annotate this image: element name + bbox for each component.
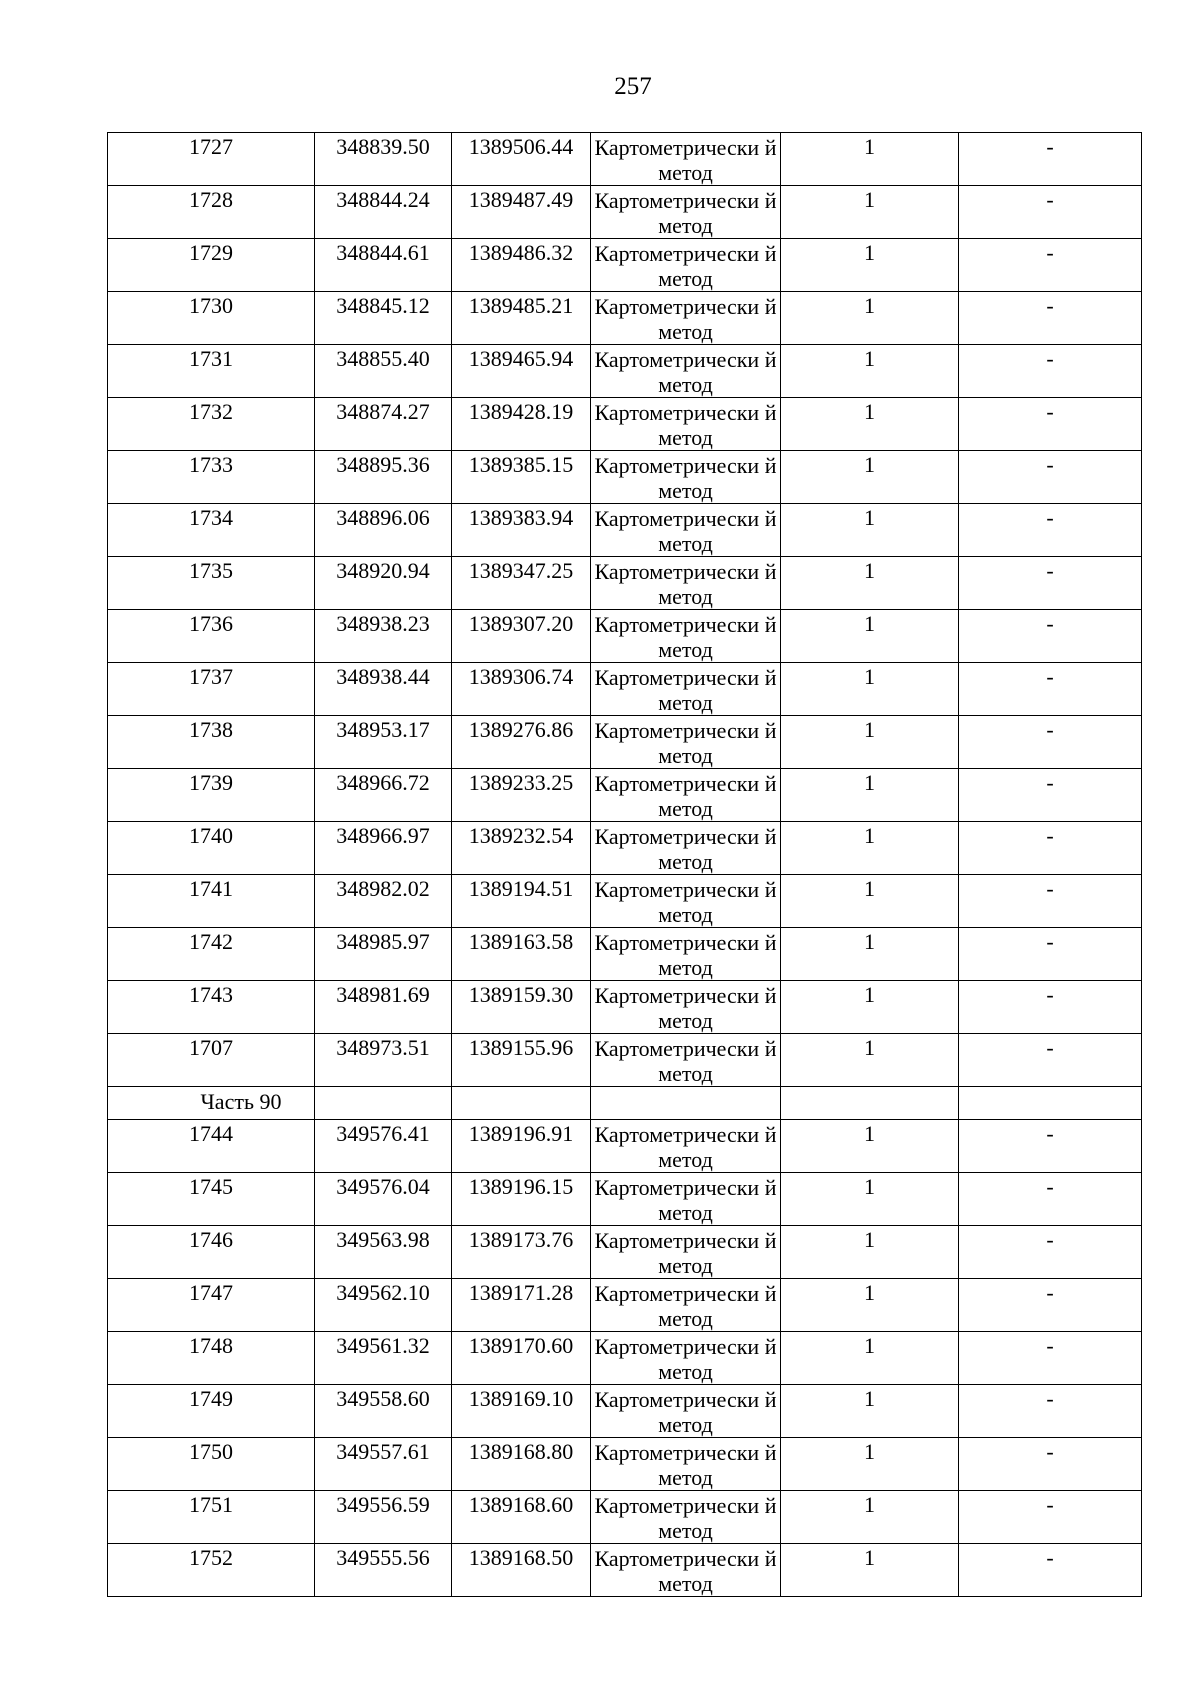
method-cell <box>591 1385 781 1438</box>
point-number-cell: 1743 <box>108 981 315 1034</box>
precision-cell: 1 <box>781 557 959 610</box>
description-cell: - <box>959 1120 1142 1173</box>
method-text: Картометрически й метод <box>594 559 777 609</box>
method-text: Картометрически й метод <box>594 506 777 556</box>
y-coordinate-cell: 1389486.32 <box>452 239 591 292</box>
method-text: Картометрически й метод <box>594 1546 777 1596</box>
x-coordinate-cell: 348938.23 <box>315 610 452 663</box>
description-cell: - <box>959 610 1142 663</box>
method-text: Картометрически й метод <box>594 1175 777 1225</box>
coordinates-table-body <box>108 133 1142 1597</box>
table-row <box>108 504 1142 557</box>
table-row <box>108 716 1142 769</box>
precision-cell: 1 <box>781 1385 959 1438</box>
y-coordinate-cell: 1389465.94 <box>452 345 591 398</box>
precision-cell: 1 <box>781 875 959 928</box>
description-cell: - <box>959 928 1142 981</box>
description-cell: - <box>959 716 1142 769</box>
table-row <box>108 610 1142 663</box>
point-number-cell: 1740 <box>108 822 315 875</box>
point-number-cell: 1747 <box>108 1279 315 1332</box>
x-coordinate-cell: 349576.04 <box>315 1173 452 1226</box>
method-text: Картометрически й метод <box>594 612 777 662</box>
x-coordinate-cell: 348982.02 <box>315 875 452 928</box>
x-coordinate-cell: 348920.94 <box>315 557 452 610</box>
point-number-cell: 1750 <box>108 1438 315 1491</box>
point-number-cell: 1748 <box>108 1332 315 1385</box>
method-text: Картометрически й метод <box>594 347 777 397</box>
point-number-cell: 1734 <box>108 504 315 557</box>
table-row <box>108 1226 1142 1279</box>
precision-cell: 1 <box>781 610 959 663</box>
method-cell <box>591 1491 781 1544</box>
table-row <box>108 345 1142 398</box>
description-cell: - <box>959 1034 1142 1087</box>
y-coordinate-cell: 1389276.86 <box>452 716 591 769</box>
y-coordinate-cell: 1389169.10 <box>452 1385 591 1438</box>
y-coordinate-cell: 1389155.96 <box>452 1034 591 1087</box>
x-coordinate-cell: 348855.40 <box>315 345 452 398</box>
x-coordinate-cell: 348973.51 <box>315 1034 452 1087</box>
y-coordinate-cell: 1389428.19 <box>452 398 591 451</box>
x-coordinate-cell: 349557.61 <box>315 1438 452 1491</box>
point-number-cell: 1738 <box>108 716 315 769</box>
table-row <box>108 133 1142 186</box>
method-text: Картометрически й метод <box>594 1493 777 1543</box>
x-coordinate-cell: 349561.32 <box>315 1332 452 1385</box>
precision-cell: 1 <box>781 1491 959 1544</box>
precision-cell: 1 <box>781 716 959 769</box>
description-cell: - <box>959 292 1142 345</box>
method-cell <box>591 716 781 769</box>
table-row <box>108 1034 1142 1087</box>
description-cell: - <box>959 822 1142 875</box>
point-number-cell: 1739 <box>108 769 315 822</box>
precision-cell: 1 <box>781 1120 959 1173</box>
y-coordinate-cell: 1389196.91 <box>452 1120 591 1173</box>
method-cell <box>591 928 781 981</box>
description-cell: - <box>959 875 1142 928</box>
method-text: Картометрически й метод <box>594 771 777 821</box>
method-cell <box>591 769 781 822</box>
table-row <box>108 1491 1142 1544</box>
x-coordinate-cell: 348896.06 <box>315 504 452 557</box>
method-text: Картометрически й метод <box>594 1036 777 1086</box>
method-cell <box>591 1544 781 1597</box>
x-coordinate-cell: 349562.10 <box>315 1279 452 1332</box>
method-text: Картометрически й метод <box>594 1334 777 1384</box>
method-cell <box>591 1173 781 1226</box>
method-cell <box>591 663 781 716</box>
y-coordinate-cell: 1389163.58 <box>452 928 591 981</box>
x-coordinate-cell: 348844.61 <box>315 239 452 292</box>
point-number-cell: 1729 <box>108 239 315 292</box>
point-number-cell: 1744 <box>108 1120 315 1173</box>
point-number-cell: 1751 <box>108 1491 315 1544</box>
method-cell <box>591 822 781 875</box>
description-cell: - <box>959 663 1142 716</box>
coordinates-table <box>107 132 1142 1597</box>
precision-cell: 1 <box>781 186 959 239</box>
y-coordinate-cell: 1389347.25 <box>452 557 591 610</box>
method-text: Картометрически й метод <box>594 1281 777 1331</box>
point-number-cell: 1741 <box>108 875 315 928</box>
method-cell <box>591 557 781 610</box>
x-coordinate-cell: 349563.98 <box>315 1226 452 1279</box>
section-label: Часть 90 <box>108 1087 315 1120</box>
x-coordinate-cell: 348953.17 <box>315 716 452 769</box>
y-coordinate-cell: 1389307.20 <box>452 610 591 663</box>
empty-cell <box>781 1087 959 1120</box>
point-number-cell: 1749 <box>108 1385 315 1438</box>
method-text: Картометрически й метод <box>594 294 777 344</box>
x-coordinate-cell: 349576.41 <box>315 1120 452 1173</box>
table-row <box>108 186 1142 239</box>
precision-cell: 1 <box>781 1226 959 1279</box>
method-cell <box>591 610 781 663</box>
table-row <box>108 981 1142 1034</box>
point-number-cell: 1736 <box>108 610 315 663</box>
precision-cell: 1 <box>781 504 959 557</box>
table-row <box>108 1173 1142 1226</box>
x-coordinate-cell: 348966.97 <box>315 822 452 875</box>
method-cell <box>591 292 781 345</box>
y-coordinate-cell: 1389306.74 <box>452 663 591 716</box>
method-cell <box>591 1332 781 1385</box>
point-number-cell: 1742 <box>108 928 315 981</box>
y-coordinate-cell: 1389232.54 <box>452 822 591 875</box>
point-number-cell: 1737 <box>108 663 315 716</box>
table-row <box>108 557 1142 610</box>
method-cell <box>591 186 781 239</box>
method-text: Картометрически й метод <box>594 1440 777 1490</box>
point-number-cell: 1752 <box>108 1544 315 1597</box>
y-coordinate-cell: 1389485.21 <box>452 292 591 345</box>
description-cell: - <box>959 1385 1142 1438</box>
y-coordinate-cell: 1389383.94 <box>452 504 591 557</box>
x-coordinate-cell: 348839.50 <box>315 133 452 186</box>
precision-cell: 1 <box>781 292 959 345</box>
method-cell <box>591 1438 781 1491</box>
table-row <box>108 398 1142 451</box>
method-cell <box>591 451 781 504</box>
precision-cell: 1 <box>781 1544 959 1597</box>
table-row <box>108 451 1142 504</box>
point-number-cell: 1727 <box>108 133 315 186</box>
table-row <box>108 1120 1142 1173</box>
precision-cell: 1 <box>781 1332 959 1385</box>
method-cell <box>591 981 781 1034</box>
method-text: Картометрически й метод <box>594 1387 777 1437</box>
x-coordinate-cell: 349558.60 <box>315 1385 452 1438</box>
description-cell: - <box>959 451 1142 504</box>
x-coordinate-cell: 348938.44 <box>315 663 452 716</box>
method-text: Картометрически й метод <box>594 241 777 291</box>
point-number-cell: 1746 <box>108 1226 315 1279</box>
method-cell <box>591 345 781 398</box>
point-number-cell: 1730 <box>108 292 315 345</box>
description-cell: - <box>959 345 1142 398</box>
precision-cell: 1 <box>781 822 959 875</box>
description-cell: - <box>959 1226 1142 1279</box>
y-coordinate-cell: 1389487.49 <box>452 186 591 239</box>
precision-cell: 1 <box>781 981 959 1034</box>
method-text: Картометрически й метод <box>594 824 777 874</box>
description-cell: - <box>959 1279 1142 1332</box>
description-cell: - <box>959 557 1142 610</box>
point-number-cell: 1728 <box>108 186 315 239</box>
description-cell: - <box>959 1491 1142 1544</box>
table-row <box>108 928 1142 981</box>
x-coordinate-cell: 348966.72 <box>315 769 452 822</box>
description-cell: - <box>959 504 1142 557</box>
method-text: Картометрически й метод <box>594 1122 777 1172</box>
table-row <box>108 769 1142 822</box>
table-row <box>108 1279 1142 1332</box>
description-cell: - <box>959 186 1142 239</box>
table-row <box>108 663 1142 716</box>
y-coordinate-cell: 1389159.30 <box>452 981 591 1034</box>
precision-cell: 1 <box>781 769 959 822</box>
empty-cell <box>959 1087 1142 1120</box>
description-cell: - <box>959 239 1142 292</box>
description-cell: - <box>959 1173 1142 1226</box>
x-coordinate-cell: 348874.27 <box>315 398 452 451</box>
point-number-cell: 1733 <box>108 451 315 504</box>
y-coordinate-cell: 1389233.25 <box>452 769 591 822</box>
point-number-cell: 1745 <box>108 1173 315 1226</box>
table-row <box>108 822 1142 875</box>
method-text: Картометрически й метод <box>594 665 777 715</box>
description-cell: - <box>959 1332 1142 1385</box>
table-row <box>108 1385 1142 1438</box>
method-text: Картометрически й метод <box>594 930 777 980</box>
description-cell: - <box>959 981 1142 1034</box>
method-text: Картометрически й метод <box>594 135 777 185</box>
point-number-cell: 1735 <box>108 557 315 610</box>
method-text: Картометрически й метод <box>594 188 777 238</box>
y-coordinate-cell: 1389173.76 <box>452 1226 591 1279</box>
x-coordinate-cell: 349556.59 <box>315 1491 452 1544</box>
method-cell <box>591 398 781 451</box>
method-cell <box>591 1120 781 1173</box>
description-cell: - <box>959 133 1142 186</box>
description-cell: - <box>959 398 1142 451</box>
y-coordinate-cell: 1389506.44 <box>452 133 591 186</box>
y-coordinate-cell: 1389170.60 <box>452 1332 591 1385</box>
method-cell <box>591 1034 781 1087</box>
description-cell: - <box>959 769 1142 822</box>
y-coordinate-cell: 1389168.80 <box>452 1438 591 1491</box>
method-cell <box>591 133 781 186</box>
point-number-cell: 1732 <box>108 398 315 451</box>
x-coordinate-cell: 348985.97 <box>315 928 452 981</box>
method-text: Картометрически й метод <box>594 453 777 503</box>
precision-cell: 1 <box>781 1438 959 1491</box>
point-number-cell: 1731 <box>108 345 315 398</box>
precision-cell: 1 <box>781 398 959 451</box>
y-coordinate-cell: 1389168.50 <box>452 1544 591 1597</box>
method-cell <box>591 1226 781 1279</box>
method-cell <box>591 1279 781 1332</box>
section-row <box>108 1087 1142 1120</box>
x-coordinate-cell: 348844.24 <box>315 186 452 239</box>
point-number-cell: 1707 <box>108 1034 315 1087</box>
table-row <box>108 1438 1142 1491</box>
x-coordinate-cell: 349555.56 <box>315 1544 452 1597</box>
precision-cell: 1 <box>781 663 959 716</box>
method-cell <box>591 875 781 928</box>
precision-cell: 1 <box>781 133 959 186</box>
empty-cell <box>315 1087 452 1120</box>
method-cell <box>591 239 781 292</box>
table-row <box>108 1332 1142 1385</box>
method-text: Картометрически й метод <box>594 718 777 768</box>
description-cell: - <box>959 1438 1142 1491</box>
precision-cell: 1 <box>781 239 959 292</box>
table-row <box>108 875 1142 928</box>
precision-cell: 1 <box>781 928 959 981</box>
y-coordinate-cell: 1389171.28 <box>452 1279 591 1332</box>
x-coordinate-cell: 348981.69 <box>315 981 452 1034</box>
method-text: Картометрически й метод <box>594 877 777 927</box>
table-row <box>108 239 1142 292</box>
page-number: 257 <box>614 73 652 100</box>
y-coordinate-cell: 1389385.15 <box>452 451 591 504</box>
y-coordinate-cell: 1389194.51 <box>452 875 591 928</box>
table-row <box>108 292 1142 345</box>
method-text: Картометрически й метод <box>594 983 777 1033</box>
table-row <box>108 1544 1142 1597</box>
empty-cell <box>452 1087 591 1120</box>
x-coordinate-cell: 348895.36 <box>315 451 452 504</box>
method-text: Картометрически й метод <box>594 1228 777 1278</box>
precision-cell: 1 <box>781 1279 959 1332</box>
x-coordinate-cell: 348845.12 <box>315 292 452 345</box>
precision-cell: 1 <box>781 1034 959 1087</box>
description-cell: - <box>959 1544 1142 1597</box>
precision-cell: 1 <box>781 451 959 504</box>
method-cell <box>591 504 781 557</box>
empty-cell <box>591 1087 781 1120</box>
y-coordinate-cell: 1389168.60 <box>452 1491 591 1544</box>
precision-cell: 1 <box>781 345 959 398</box>
method-text: Картометрически й метод <box>594 400 777 450</box>
precision-cell: 1 <box>781 1173 959 1226</box>
y-coordinate-cell: 1389196.15 <box>452 1173 591 1226</box>
